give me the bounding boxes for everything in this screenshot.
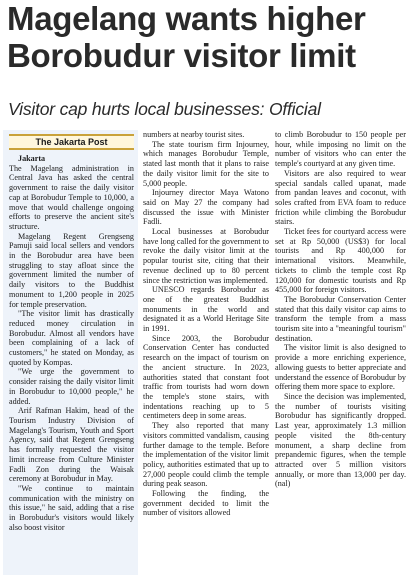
article-body <box>3 130 406 575</box>
paragraph: numbers at nearby tourist sites. <box>143 130 245 139</box>
source-badge: The Jakarta Post <box>9 134 134 150</box>
paragraph: Magelang Regent Grengseng Pamuji said local sellers and vendors in the Borobudur area have been struggling to stay afloat since the government limited the number of daily visitors to the Buddhist monument to 1,200 people in 2025 for temple preservation. <box>9 231 134 309</box>
paragraph: Ticket fees for courtyard access were set at Rp 50,000 (US$3) for local tourists and Rp 400,000 for international visitors. Meanwhile, tickets to climb the temple cost Rp 120,000 for domestic tourists and Rp 455,000 for foreign visitors. <box>275 227 406 295</box>
paragraph: The visitor limit is also designed to provide a more enriching experience, allowing guests to better appreciate and understand the essence of Borobudur by offering them more space to explore. <box>275 343 406 392</box>
paragraph: They also reported that many visitors committed vandalism, causing further damage to the temple. Before the implementation of the visitor limit policy, authorities estimated that up to 27,000 people could climb the temple during peak season. <box>143 421 269 489</box>
paragraph: "We urge the government to consider raising the daily visitor limit in Borobudur to 10,000 people," he added. <box>9 367 134 406</box>
paragraph: "We continue to maintain communication with the ministry on this issue," he said, adding that a rise in Borobudur's visitors would likely also boost visitor <box>9 483 134 532</box>
article-subheadline: Visitor cap hurts local businesses: Official <box>8 99 321 119</box>
paragraph: to climb Borobudur to 150 people per hour, while imposing no limit on the number of visitors who can enter the temple's courtyard at any given time. <box>275 130 406 169</box>
article-column-1 <box>3 130 138 575</box>
paragraph: The state tourism firm Injourney, which manages Borobudur Temple, stated last month that it plans to raise the daily visitor limit for the site to 5,000 people. <box>143 139 269 188</box>
paragraph: Following the finding, the government decided to limit the number of visitors allowed <box>143 489 269 518</box>
article-column-2 <box>143 130 269 575</box>
paragraph: Visitors are also required to wear special sandals called upanat, made from pandan leaves and coconut, with soles crafted from EVA foam to reduce friction while climbing the Borobudur stairs. <box>275 168 406 227</box>
paragraph: UNESCO regards Borobudur as one of the greatest Buddhist monuments in the world and designated it as a World Heritage Site in 1991. <box>143 285 269 334</box>
paragraph: "The visitor limit has drastically reduced money circulation in Borobudur. Almost all vendors have been complaining of a lack of customers," he stated on Monday, as quoted by Kompas. <box>9 309 134 367</box>
paragraph: Since 2003, the Borobudur Conservation Center has conducted research on the impact of tourism on the ancient structure. In 2023, authorities stated that constant foot traffic from tourists had worn down the temple's stone stairs, with indentations reaching up to 5 centimeters deep in some areas. <box>143 333 269 421</box>
paragraph: Since the decision was implemented, the number of tourists visiting Borobudur has significantly dropped. Last year, approximately 1.3 million people visited the 8th-century monument, a sharp decline from prepandemic figures, when the temple attracted over 5 million visitors annually, or more than 13,000 per day. (nal) <box>275 391 406 489</box>
article-headline: Magelang wants higher Borobudur visitor limit <box>7 0 366 74</box>
paragraph: The Borobudur Conservation Center stated that this daily visitor cap aims to transform the temple from a mass tourism site into a "meaningful tourism" destination. <box>275 294 406 343</box>
article-column-3 <box>275 130 406 575</box>
paragraph: Injourney director Maya Watono said on May 27 the company had discussed the issue with Minister Fadli. <box>143 188 269 227</box>
paragraph: Arif Rafman Hakim, head of the Tourism Industry Division of Magelang's Tourism, Youth and Sport Agency, said that Regent Grengseng has formally requested the visitor limit increase from Culture Minister Fadli Zon during the Waisak ceremony at Borobudur in May. <box>9 406 134 484</box>
paragraph: Local businesses at Borobudur have long called for the government to revoke the daily visitor limit at the popular tourist site, citing that their revenue declined up to 80 percent since the restriction was implemented. <box>143 227 269 285</box>
dateline: Jakarta <box>18 154 46 163</box>
paragraph: The Magelang administration in Central Java has asked the central government to raise the daily visitor cap at Borobudur Temple to 10,000, a move that would challenge ongoing efforts to preserve the ancient site's structure. <box>9 163 134 231</box>
